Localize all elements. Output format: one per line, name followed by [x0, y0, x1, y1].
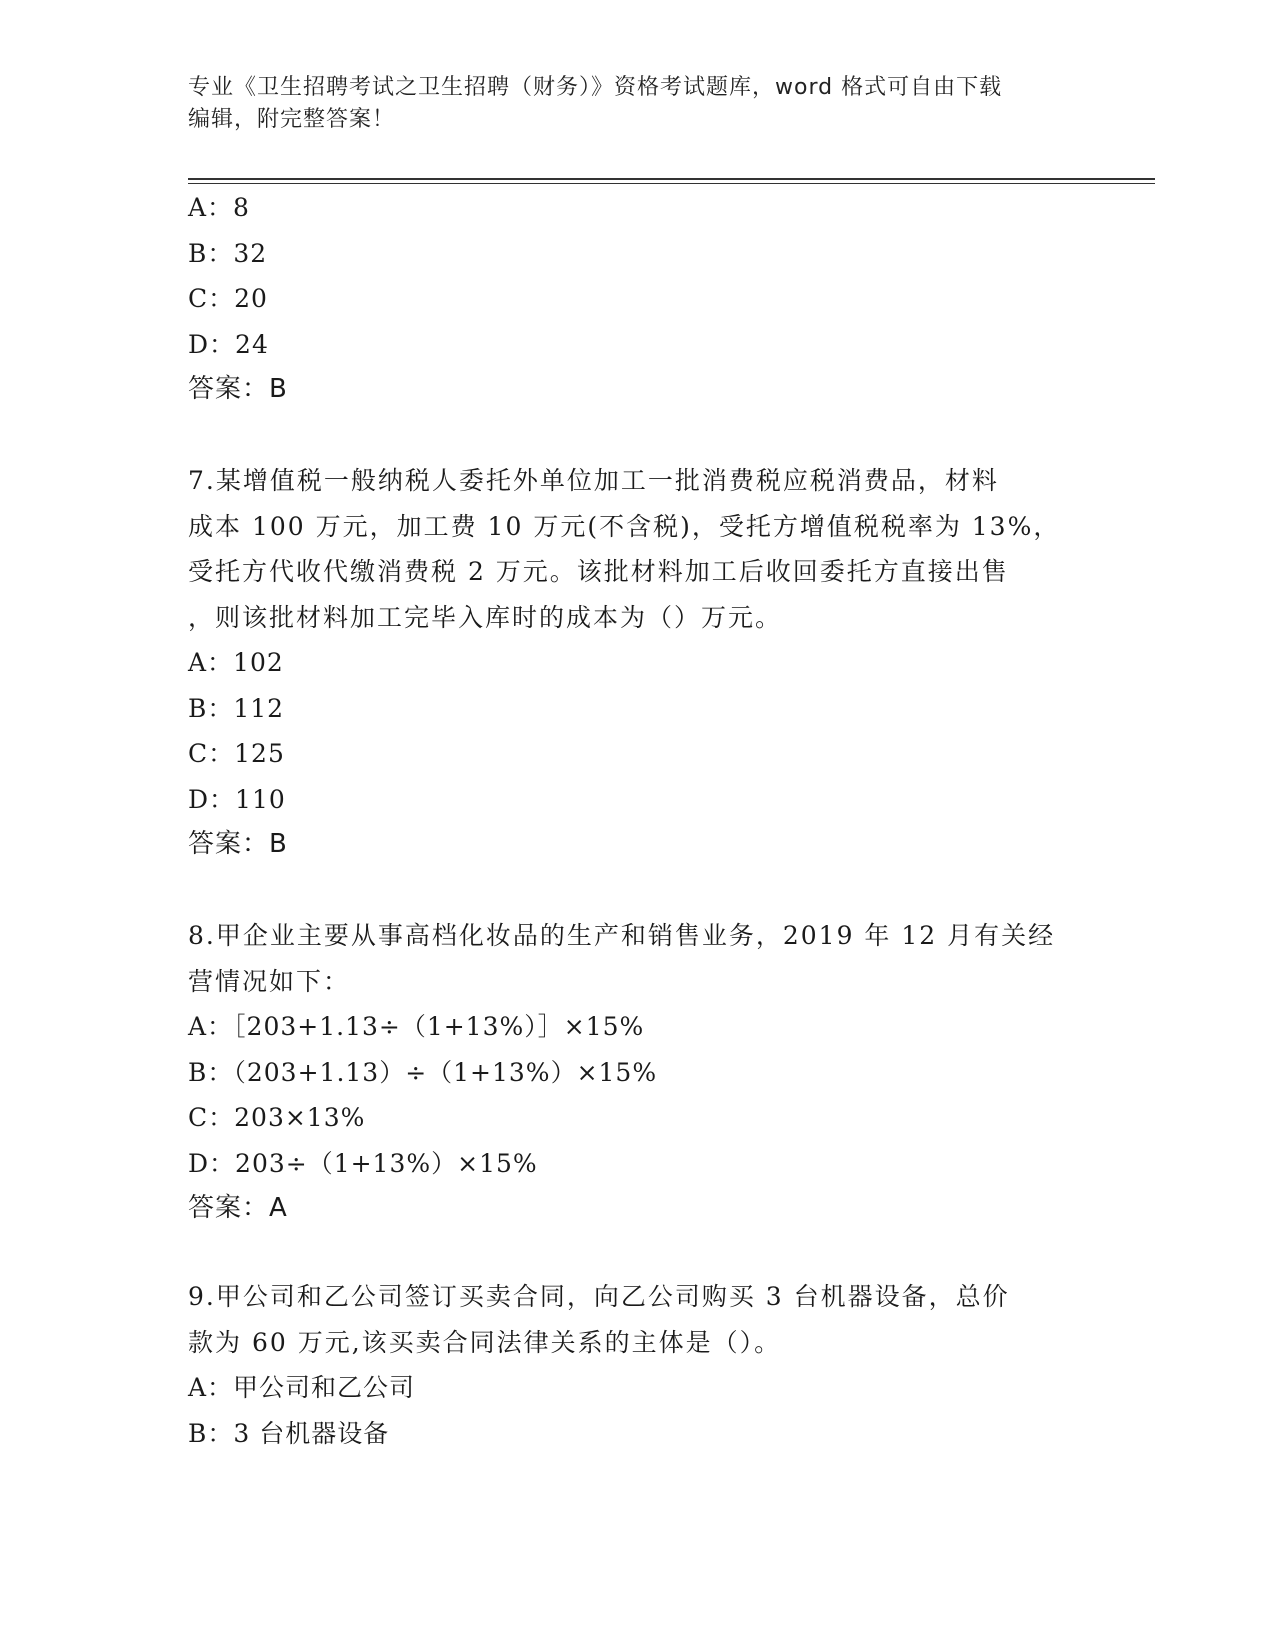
option-a: A：102	[188, 648, 284, 677]
question-stem-line: 营情况如下：	[188, 966, 351, 996]
option-d: D：110	[188, 784, 286, 814]
option-a: A：［203+1.13÷（1+13%）］×15%	[188, 1012, 645, 1041]
question-stem-line: ，则该批材料加工完毕入库时的成本为（）万元。	[188, 602, 783, 632]
option-d: D：24	[188, 329, 269, 359]
option-c: C：125	[188, 739, 285, 768]
option-b: B：（203+1.13）÷（1+13%）×15%	[188, 1057, 658, 1087]
question-7	[188, 458, 1088, 868]
document-header	[188, 72, 1088, 136]
header-divider-thin	[188, 183, 1155, 184]
question-stem-line: 款为 60 万元,该买卖合同法律关系的主体是（）。	[188, 1327, 782, 1357]
option-b: B：32	[188, 238, 268, 268]
question-9	[188, 1274, 1088, 1456]
option-a: A：甲公司和乙公司	[188, 1373, 416, 1402]
header-line-2: 编辑，附完整答案！	[188, 107, 396, 132]
question-6	[188, 185, 1088, 413]
option-c: C：20	[188, 284, 268, 313]
option-a: A：8	[188, 193, 250, 222]
answer: 答案：B	[188, 374, 288, 404]
question-stem-line: 9.甲公司和乙公司签订买卖合同，向乙公司购买 3 台机器设备，总价	[188, 1282, 1010, 1311]
answer: 答案：A	[188, 1193, 288, 1223]
answer: 答案：B	[188, 829, 288, 859]
option-c: C：203×13%	[188, 1103, 366, 1132]
option-d: D：203÷（1+13%）×15%	[188, 1148, 538, 1178]
question-stem-line: 受托方代收代缴消费税 2 万元。该批材料加工后收回委托方直接出售	[188, 557, 1009, 586]
header-divider-thick	[188, 178, 1155, 180]
question-8	[188, 913, 1088, 1232]
question-stem-line: 8.甲企业主要从事高档化妆品的生产和销售业务，2019 年 12 月有关经	[188, 921, 1056, 950]
header-line-1: 专业《卫生招聘考试之卫生招聘（财务）》资格考试题库，word 格式可自由下载	[188, 75, 1003, 100]
option-b: B：112	[188, 693, 285, 723]
option-b: B：3 台机器设备	[188, 1418, 390, 1448]
question-stem-line: 7.某增值税一般纳税人委托外单位加工一批消费税应税消费品，材料	[188, 466, 999, 495]
question-stem-line: 成本 100 万元，加工费 10 万元(不含税)，受托方增值税税率为 13%，	[188, 511, 1061, 541]
